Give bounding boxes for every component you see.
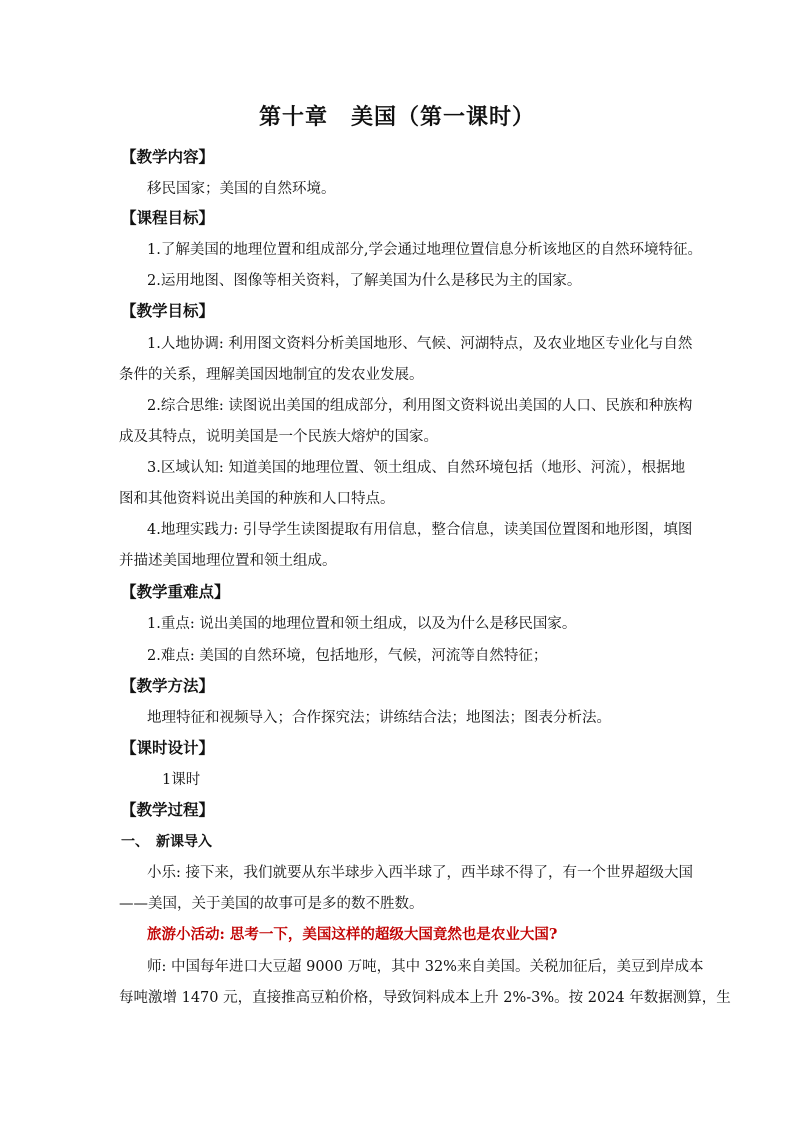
paragraph: 地理特征和视频导入；合作探究法；讲练结合法；地图法；图表分析法。 <box>147 710 611 726</box>
page-title: 第十章 美国（第一课时） <box>258 104 535 130</box>
paragraph: 1.人地协调: 利用图文资料分析美国地形、气候、河湖特点，及农业地区专业化与自然 <box>147 336 693 352</box>
paragraph: 1.重点: 说出美国的地理位置和领土组成，以及为什么是移民国家。 <box>147 616 577 632</box>
activity-highlight: 旅游小活动: 思考一下，美国这样的超级大国竟然也是农业大国? <box>147 926 558 943</box>
paragraph-continued: 每吨激增 1470 元，直接推高豆粕价格，导致饲料成本上升 2%-3%。按 2024 年数据测算，生 <box>119 990 731 1006</box>
paragraph: 3.区域认知: 知道美国的地理位置、领土组成、自然环境包括（地形、河流），根据地 <box>147 460 686 476</box>
paragraph: 2.难点: 美国的自然环境，包括地形，气候，河流等自然特征； <box>147 648 548 664</box>
paragraph: 4.地理实践力: 引导学生读图提取有用信息，整合信息，读美国位置图和地形图，填图 <box>147 522 693 538</box>
heading-teaching-goals: 【教学目标】 <box>121 301 215 320</box>
paragraph: 2.运用地图、图像等相关资料，了解美国为什么是移民为主的国家。 <box>147 273 582 289</box>
heading-teaching-process: 【教学过程】 <box>121 800 215 819</box>
paragraph: 1.了解美国的地理位置和组成部分,学会通过地理位置信息分析该地区的自然环境特征。 <box>147 242 702 258</box>
paragraph-continued: 成及其特点，说明美国是一个民族大熔炉的国家。 <box>119 429 438 445</box>
heading-teaching-content: 【教学内容】 <box>121 147 215 166</box>
subheading-intro: 一、 新课导入 <box>121 834 212 850</box>
paragraph-continued: 并描述美国地理位置和领土组成。 <box>119 553 337 569</box>
heading-teaching-methods: 【教学方法】 <box>121 676 215 695</box>
paragraph: 移民国家；美国的自然环境。 <box>147 181 336 197</box>
paragraph-continued: 条件的关系，理解美国因地制宜的发农业发展。 <box>119 367 424 383</box>
heading-key-points: 【教学重难点】 <box>121 582 230 601</box>
paragraph: 师: 中国每年进口大豆超 9000 万吨，其中 32%来自美国。关税加征后，美豆到岸成本 <box>147 959 704 975</box>
paragraph-continued: ——美国，关于美国的故事可是多的数不胜数。 <box>119 896 424 912</box>
paragraph: 2.综合思维: 读图说出美国的组成部分，利用图文资料说出美国的人口、民族和种族构 <box>147 398 693 414</box>
heading-course-goals: 【课程目标】 <box>121 208 215 227</box>
heading-period-design: 【课时设计】 <box>121 738 215 757</box>
paragraph: 1课时 <box>162 772 201 788</box>
paragraph: 小乐: 接下来，我们就要从东半球步入西半球了，西半球不得了，有一个世界超级大国 <box>147 865 693 881</box>
paragraph-continued: 图和其他资料说出美国的种族和人口特点。 <box>119 491 395 507</box>
